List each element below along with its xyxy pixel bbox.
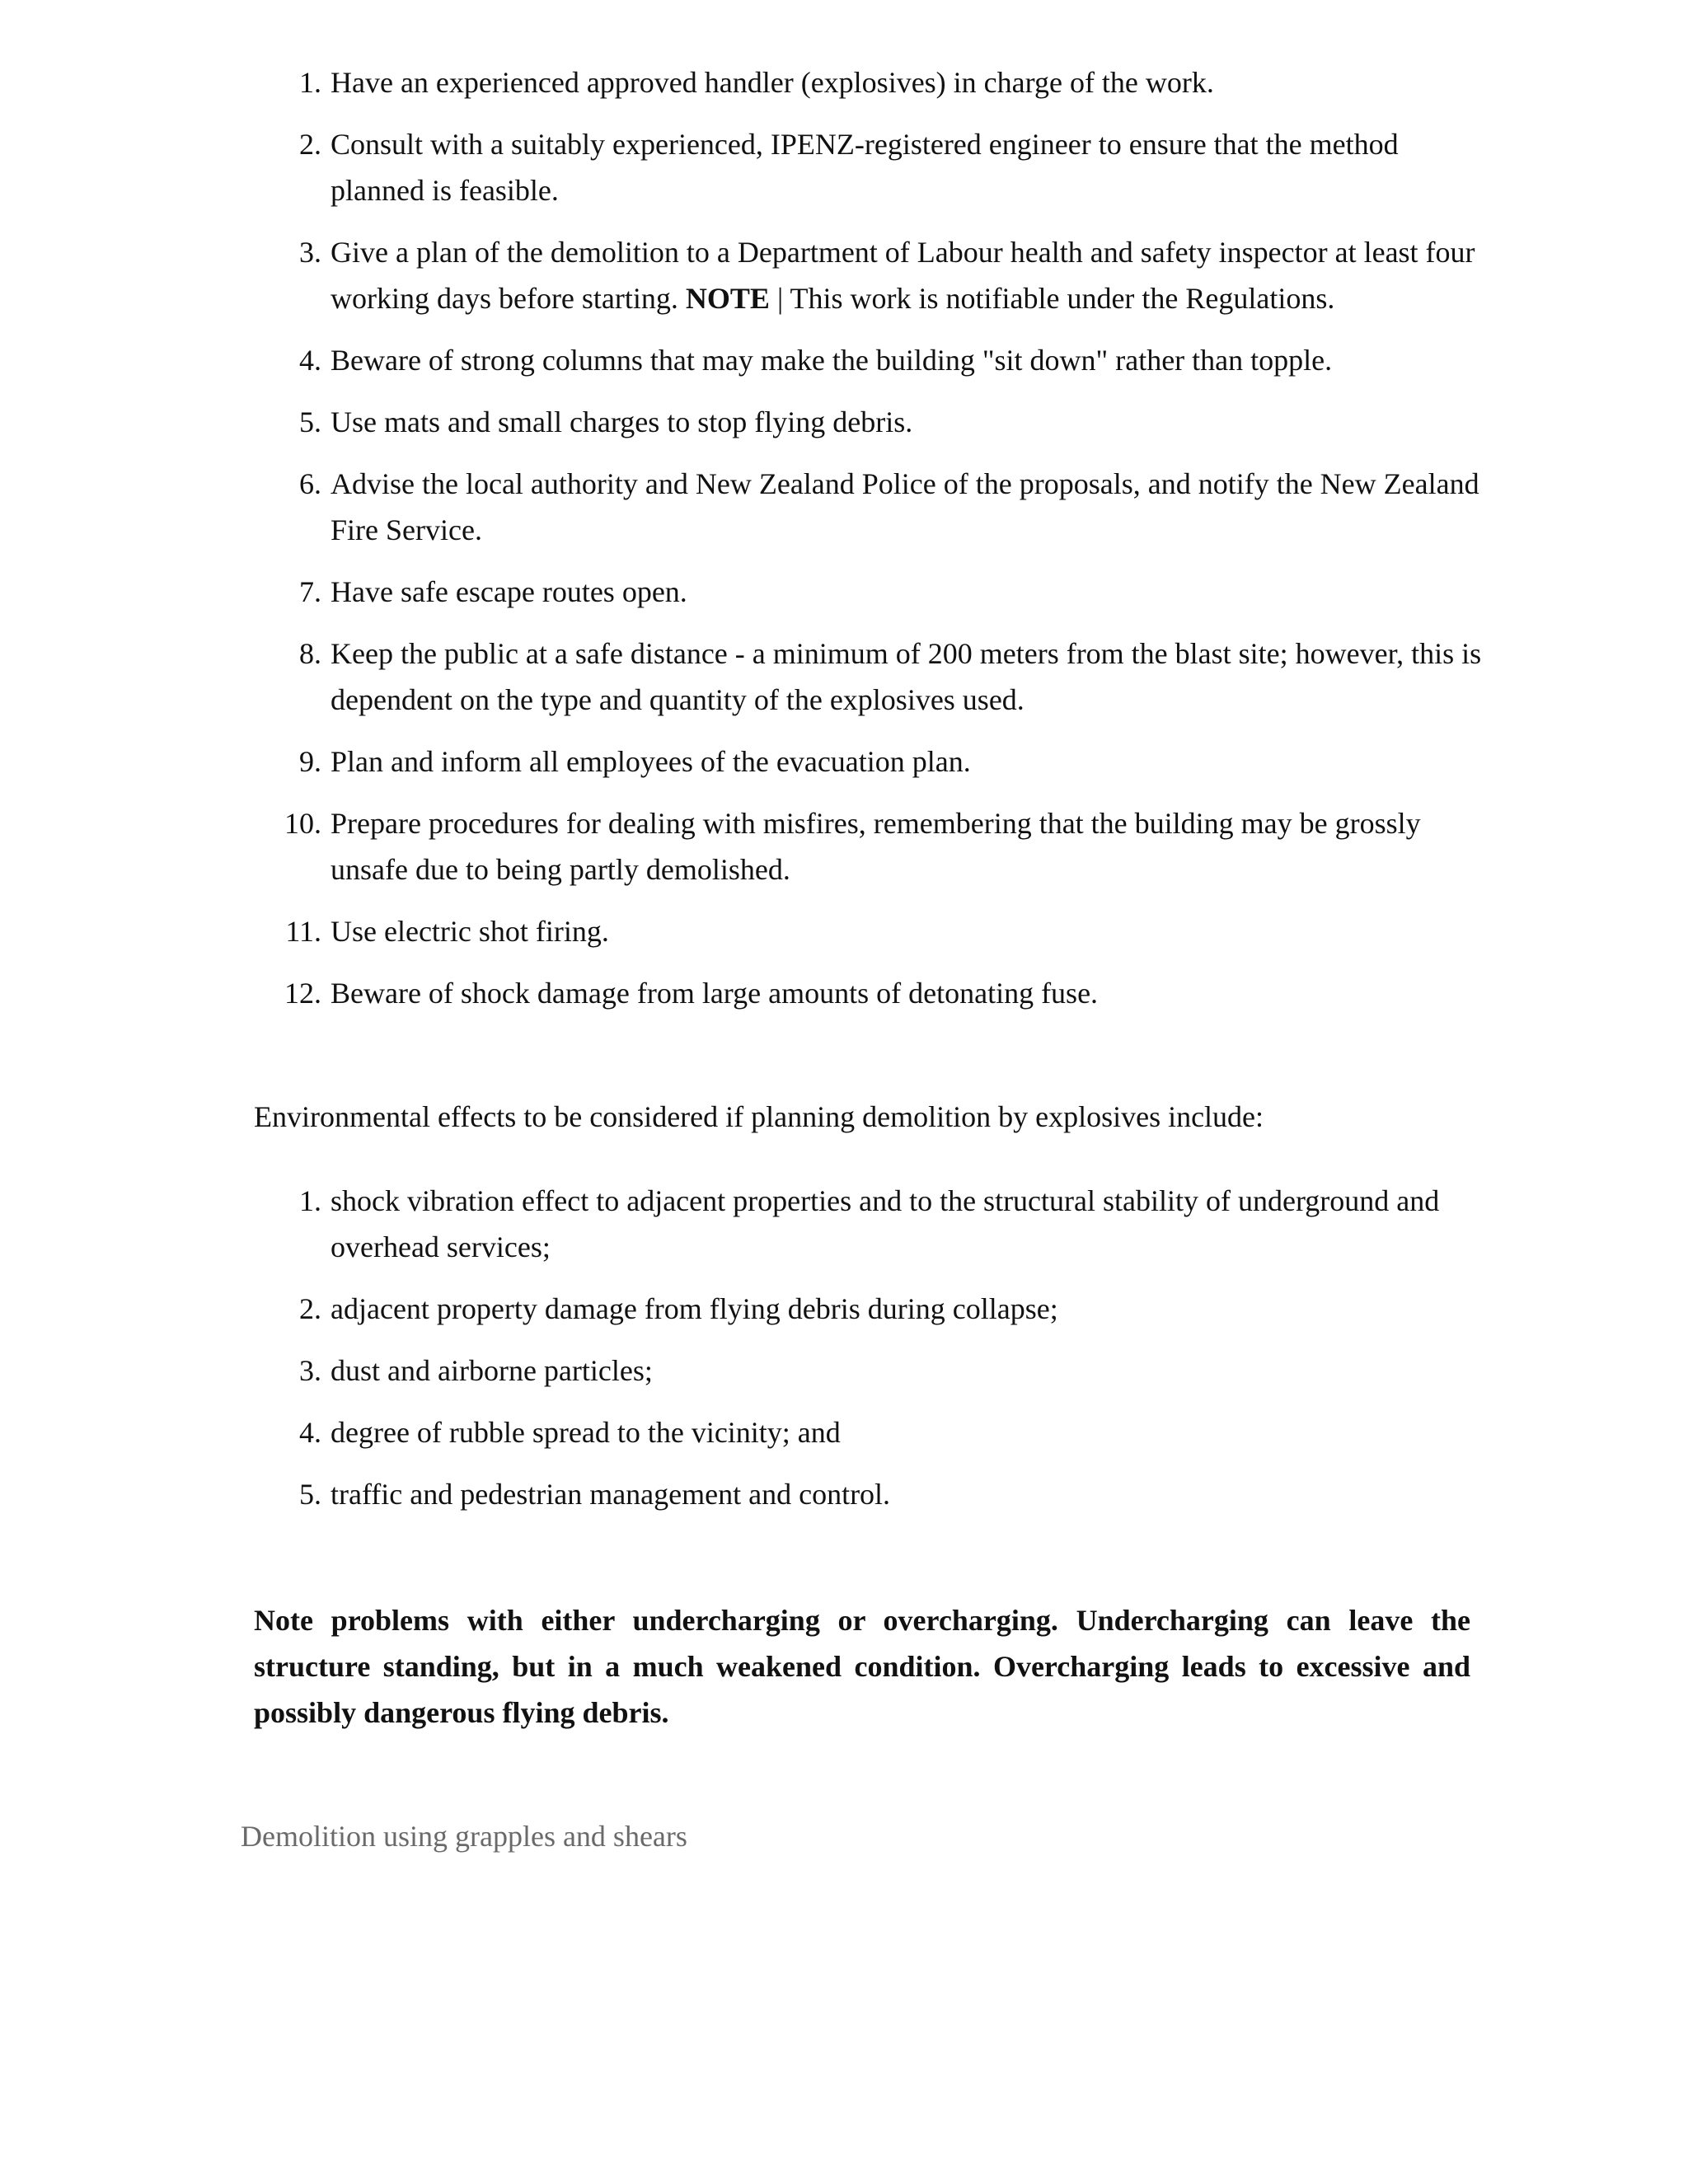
section-heading-grapples-shears: Demolition using grapples and shears <box>241 1820 687 1853</box>
list-item <box>254 399 1490 445</box>
item-number: 5. <box>299 1478 321 1511</box>
item-text: traffic and pedestrian management and control. <box>331 1478 891 1511</box>
item-text: Give a plan of the demolition to a Department of Labour health and safety inspector at least four working days before starting. <box>331 236 1475 315</box>
list-item <box>254 1471 1490 1517</box>
item-text: Plan and inform all employees of the evacuation plan. <box>331 745 971 778</box>
item-number: 3. <box>299 1354 321 1387</box>
environmental-intro: Environmental effects to be considered if planning demolition by explosives include: <box>254 1100 1264 1133</box>
item-number: 3. <box>299 236 321 269</box>
list-item <box>254 59 1490 105</box>
item-number: 1. <box>299 66 321 99</box>
item-number: 6. <box>299 467 321 500</box>
item-number: 2. <box>299 1292 321 1325</box>
list-item <box>254 908 1490 954</box>
item-number: 2. <box>299 128 321 161</box>
list-item <box>254 229 1490 321</box>
item-text: Use electric shot firing. <box>331 915 609 948</box>
item-text: Have an experienced approved handler (explosives) in charge of the work. <box>331 66 1214 99</box>
item-number: 4. <box>299 344 321 377</box>
list-item <box>254 738 1490 785</box>
item-text: Have safe escape routes open. <box>331 575 687 608</box>
item-number: 7. <box>299 575 321 608</box>
list-item <box>254 970 1490 1016</box>
item-text: Prepare procedures for dealing with misfires, remembering that the building may be grossly unsafe due to being partly demolished. <box>331 807 1421 886</box>
item-number: 4. <box>299 1416 321 1449</box>
item-number: 8. <box>299 637 321 670</box>
list-item <box>254 630 1490 723</box>
list-item <box>254 337 1490 383</box>
list-item <box>254 1409 1490 1455</box>
item-text: shock vibration effect to adjacent properties and to the structural stability of underground and overhead services; <box>331 1184 1440 1263</box>
list-item <box>254 569 1490 615</box>
list-item <box>254 1347 1490 1394</box>
list-item <box>254 1178 1490 1270</box>
item-text: degree of rubble spread to the vicinity; and <box>331 1416 841 1449</box>
environmental-effects-list <box>254 1178 1490 1533</box>
item-number: 5. <box>299 405 321 438</box>
note-text: | This work is notifiable under the Regulations. <box>769 282 1335 315</box>
item-text: Advise the local authority and New Zealand Police of the proposals, and notify the New Zealand Fire Service. <box>331 467 1479 546</box>
list-item <box>254 461 1490 553</box>
item-text: Consult with a suitably experienced, IPENZ-registered engineer to ensure that the method planned is feasible. <box>331 128 1399 207</box>
list-item <box>254 1286 1490 1332</box>
list-item <box>254 800 1490 893</box>
item-text: Keep the public at a safe distance - a minimum of 200 meters from the blast site; however, this is dependent on the type and quantity of the explosives used. <box>331 637 1482 716</box>
item-text: Beware of strong columns that may make the building "sit down" rather than topple. <box>331 344 1333 377</box>
item-number: 10. <box>284 807 321 840</box>
item-number: 12. <box>284 977 321 1010</box>
note-label: NOTE <box>685 282 770 315</box>
charging-note: Note problems with either undercharging or overcharging. Undercharging can leave the structure standing, but in a much weakened condition. Overcharging leads to excessive and possibly dangerous flying debris. <box>254 1604 1470 1729</box>
list-item <box>254 121 1490 213</box>
item-number: 1. <box>299 1184 321 1217</box>
item-text: Use mats and small charges to stop flying debris. <box>331 405 913 438</box>
item-number: 11. <box>285 915 321 948</box>
explosives-procedure-list <box>254 59 1490 1032</box>
item-text: Beware of shock damage from large amounts of detonating fuse. <box>331 977 1099 1010</box>
item-number: 9. <box>299 745 321 778</box>
item-text: dust and airborne particles; <box>331 1354 653 1387</box>
item-text: adjacent property damage from flying debris during collapse; <box>331 1292 1058 1325</box>
